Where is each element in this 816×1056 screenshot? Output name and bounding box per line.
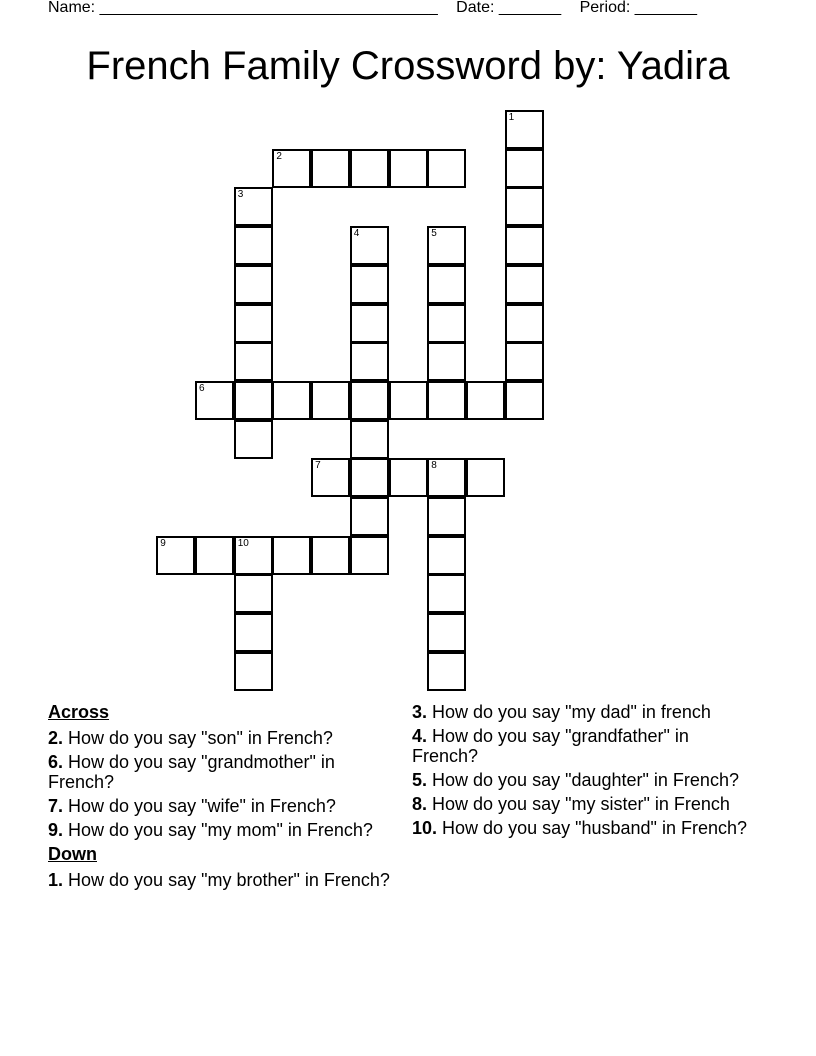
grid-cell[interactable] bbox=[234, 265, 273, 304]
grid-cell[interactable] bbox=[466, 458, 505, 497]
clue-down-4: 4. How do you say "grandfather" in French? bbox=[412, 726, 689, 766]
grid-cell[interactable] bbox=[311, 536, 350, 575]
cell-number: 3 bbox=[237, 189, 244, 201]
grid-cell[interactable] bbox=[234, 342, 273, 381]
grid-cell[interactable] bbox=[234, 536, 273, 575]
grid-cell[interactable] bbox=[466, 381, 505, 420]
grid-cell[interactable] bbox=[195, 381, 234, 420]
grid-cell[interactable] bbox=[234, 613, 273, 652]
clue-down-10: 10. How do you say "husband" in French? bbox=[412, 818, 747, 838]
grid-cell[interactable] bbox=[234, 652, 273, 691]
cell-number: 5 bbox=[431, 228, 437, 240]
grid-cell[interactable] bbox=[505, 187, 544, 226]
grid-cell[interactable] bbox=[234, 574, 273, 613]
cell-number: 8 bbox=[431, 460, 437, 472]
grid-cell[interactable] bbox=[389, 149, 428, 188]
clue-down-3: 3. How do you say "my dad" in french bbox=[412, 702, 711, 722]
down-heading: Down bbox=[48, 844, 97, 864]
grid-cell[interactable] bbox=[350, 265, 389, 304]
grid-cell[interactable] bbox=[234, 187, 273, 226]
grid-cell[interactable] bbox=[350, 149, 389, 188]
name-field: Name: ______________________________________ bbox=[48, 0, 438, 16]
clue-down-8: 8. How do you say "my sister" in French bbox=[412, 794, 730, 814]
grid-cell[interactable] bbox=[272, 149, 311, 188]
cell-number: 2 bbox=[276, 150, 282, 162]
grid-cell[interactable] bbox=[350, 497, 389, 536]
clue-across-2: 2. How do you say "son" in French? bbox=[48, 728, 333, 748]
grid-cell[interactable] bbox=[234, 304, 273, 343]
clue-across-7: 7. How do you say "wife" in French? bbox=[48, 796, 336, 816]
grid-cell[interactable] bbox=[272, 381, 311, 420]
grid-cell[interactable] bbox=[427, 265, 466, 304]
grid-cell[interactable] bbox=[311, 458, 350, 497]
grid-cell[interactable] bbox=[427, 574, 466, 613]
grid-cell[interactable] bbox=[234, 381, 273, 420]
grid-cell[interactable] bbox=[195, 536, 234, 575]
grid-cell[interactable] bbox=[427, 342, 466, 381]
grid-cell[interactable] bbox=[156, 536, 195, 575]
grid-cell[interactable] bbox=[389, 381, 428, 420]
grid-cell[interactable] bbox=[505, 342, 544, 381]
grid-cell[interactable] bbox=[427, 304, 466, 343]
grid-cell[interactable] bbox=[350, 458, 389, 497]
grid-cell[interactable] bbox=[389, 458, 428, 497]
grid-cell[interactable] bbox=[350, 381, 389, 420]
cell-number: 7 bbox=[315, 460, 321, 472]
grid-cell[interactable] bbox=[350, 420, 389, 459]
grid-cell[interactable] bbox=[427, 381, 466, 420]
grid-cell[interactable] bbox=[311, 381, 350, 420]
cell-number: 1 bbox=[508, 112, 515, 123]
grid-cell[interactable] bbox=[505, 381, 544, 420]
grid-cell[interactable] bbox=[427, 536, 466, 575]
grid-cell[interactable] bbox=[234, 420, 273, 459]
grid-cell[interactable] bbox=[505, 149, 544, 188]
grid-cell[interactable] bbox=[427, 613, 466, 652]
grid-cell[interactable] bbox=[427, 652, 466, 691]
grid-cell[interactable] bbox=[350, 536, 389, 575]
across-heading: Across bbox=[48, 702, 110, 722]
clues-right-column bbox=[412, 702, 757, 842]
grid-cell[interactable] bbox=[505, 304, 544, 343]
grid-cell[interactable] bbox=[272, 536, 311, 575]
clue-down-1: 1. How do you say "my brother" in French? bbox=[48, 870, 390, 890]
grid-cell[interactable] bbox=[505, 226, 544, 265]
grid-cell[interactable] bbox=[505, 110, 544, 149]
grid-cell[interactable] bbox=[427, 458, 466, 497]
page-title: French Family Crossword by: Yadira bbox=[86, 44, 730, 88]
grid-cell[interactable] bbox=[427, 226, 466, 265]
grid-cell[interactable] bbox=[350, 304, 389, 343]
period-field: Period: _______ bbox=[579, 0, 698, 16]
grid-cell[interactable] bbox=[350, 226, 389, 265]
cell-number: 9 bbox=[160, 537, 166, 549]
grid-cell[interactable] bbox=[234, 226, 273, 265]
cell-number: 10 bbox=[237, 537, 249, 549]
clue-across-9: 9. How do you say "my mom" in French? bbox=[48, 820, 373, 840]
clues-left-column bbox=[48, 702, 393, 894]
grid-cell[interactable] bbox=[427, 149, 466, 188]
clue-across-6: 6. How do you say "grandmother" in French? bbox=[48, 752, 335, 792]
clue-down-5: 5. How do you say "daughter" in French? bbox=[412, 770, 739, 790]
date-field: Date: _______ bbox=[456, 0, 562, 16]
cell-number: 4 bbox=[353, 228, 360, 240]
grid-cell[interactable] bbox=[350, 342, 389, 381]
cell-number: 6 bbox=[199, 382, 205, 394]
grid-cell[interactable] bbox=[505, 265, 544, 304]
grid-cell[interactable] bbox=[427, 497, 466, 536]
grid-cell[interactable] bbox=[311, 149, 350, 188]
